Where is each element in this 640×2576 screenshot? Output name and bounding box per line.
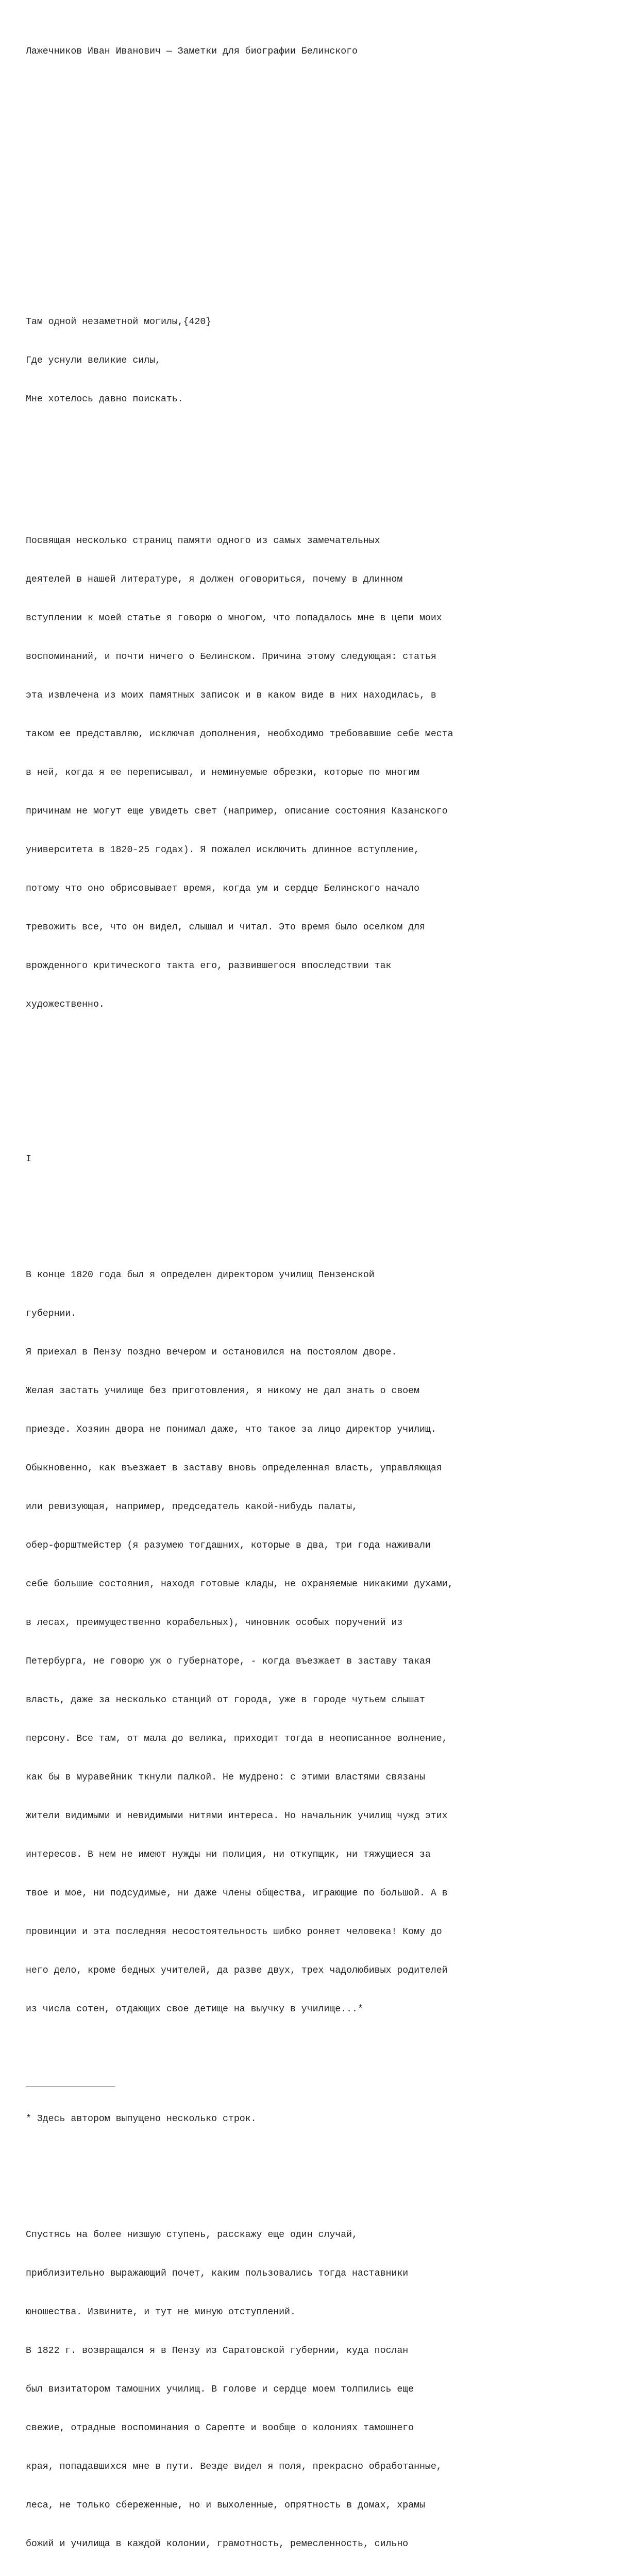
text-line: университета в 1820-25 годах). Я пожалел исключить длинное вступление, xyxy=(26,845,419,855)
text-line: врожденного критического такта его, развившегося впоследствии так xyxy=(26,961,392,971)
text-line: свежие, отрадные воспоминания о Сарепте и вообще о колониях тамошнего xyxy=(26,2423,414,2433)
text-line: В конце 1820 года был я определен директором училищ Пензенской xyxy=(26,1270,375,1280)
text-line: Спустясь на более низшую ступень, расскажу еще один случай, xyxy=(26,2230,358,2240)
text-line: из числа сотен, отдающих свое детище на выучку в училище...* xyxy=(26,2004,363,2014)
intro-paragraph xyxy=(26,509,624,1037)
blank-line xyxy=(26,1192,624,1205)
text-line: вступлении к моей статье я говорю о многом, что попадалось мне в цепи моих xyxy=(26,613,442,623)
section-2-paragraph xyxy=(26,2203,624,2576)
text-line: причинам не могут еще увидеть свет (например, описание состояния Казанского xyxy=(26,806,448,817)
text-line: художественно. xyxy=(26,999,105,1010)
text-line: провинции и эта последняя несостоятельность шибко роняет человека! Кому до xyxy=(26,1927,442,1937)
text-line: твое и мое, ни подсудимые, ни даже члены общества, играющие по большой. А в xyxy=(26,1888,448,1899)
text-line: приезде. Хозяин двора не понимал даже, что такое за лицо директор училищ. xyxy=(26,1425,436,1435)
text-line: воспоминаний, и почти ничего о Белинском. Причина этому следующая: статья xyxy=(26,652,436,662)
text-line: божий и училища в каждой колонии, грамотность, ремесленность, сильно xyxy=(26,2539,409,2549)
text-line: себе большие состояния, находя готовые клады, не охраняемые никакими духами, xyxy=(26,1579,453,1589)
text-line: в ней, когда я ее переписывал, и неминуемые обрезки, которые по многим xyxy=(26,768,419,778)
blank-line xyxy=(26,1101,624,1114)
text-line: Желая застать училище без приготовления, я никому не дал знать о своем xyxy=(26,1386,419,1396)
text-line: эта извлечена из моих памятных записок и в каком виде в них находилась, в xyxy=(26,690,436,701)
text-line: леса, не только сбереженные, но и выхоленные, опрятность в домах, храмы xyxy=(26,2500,425,2511)
text-line: таком ее представляю, исключая дополнения, необходимо требовавшие себе места xyxy=(26,729,453,739)
text-line: юношества. Извините, и тут не миную отступлений. xyxy=(26,2307,296,2317)
blank-line xyxy=(26,123,624,135)
blank-line xyxy=(26,161,624,174)
text-line: был визитатором тамошних училищ. В голове и сердце моем толпились еще xyxy=(26,2384,414,2395)
text-line: жители видимыми и невидимыми нитями интереса. Но начальник училищ чужд этих xyxy=(26,1811,448,1821)
text-line: потому что оно обрисовывает время, когда ум и сердце Белинского начало xyxy=(26,884,419,894)
text-line: как бы в муравейник ткнули палкой. Не мудрено: с этими властями связаны xyxy=(26,1772,425,1783)
blank-line xyxy=(26,1063,624,1076)
text-line: Посвящая несколько страниц памяти одного из самых замечательных xyxy=(26,536,380,546)
text-line: приблизительно выражающий почет, каким пользовались тогда наставники xyxy=(26,2268,409,2279)
blank-line xyxy=(26,84,624,97)
blank-line xyxy=(26,2151,624,2164)
document-title: Лажечников Иван Иванович — Заметки для биографии Белинского xyxy=(26,46,358,57)
footnote: * Здесь автором выпущено несколько строк. xyxy=(26,2114,257,2124)
document-page xyxy=(26,20,624,2576)
text-line: интересов. В нем не имеют нужды ни полиция, ни откупщик, ни тяжущиеся за xyxy=(26,1850,431,1860)
epigraph xyxy=(26,290,624,432)
blank-line xyxy=(26,239,624,251)
text-line: Петербурга, не говорю уж о губернаторе, - когда въезжает в заставу такая xyxy=(26,1656,431,1667)
text-line: деятелей в нашей литературе, я должен оговориться, почему в длинном xyxy=(26,574,403,585)
text-line: него дело, кроме бедных учителей, да разве двух, трех чадолюбивых родителей xyxy=(26,1965,448,1976)
text-line: Обыкновенно, как въезжает в заставу вновь определенная власть, управляющая xyxy=(26,1463,442,1473)
text-line: тревожить все, что он видел, слышал и читал. Это время было оселком для xyxy=(26,922,425,933)
section-1-paragraph xyxy=(26,1243,624,2042)
text-line: персону. Все там, от мала до велика, приходит тогда в неописанное волнение, xyxy=(26,1734,448,1744)
text-line: В 1822 г. возвращался я в Пензу из Саратовской губернии, куда послан xyxy=(26,2346,409,2356)
section-heading: I xyxy=(26,1154,31,1164)
epigraph-line: Мне хотелось давно поискать. xyxy=(26,394,183,404)
text-line: власть, даже за несколько станций от города, уже в городе чутьем слышат xyxy=(26,1695,425,1705)
text-line: в лесах, преимущественно корабельных), чиновник особых поручений из xyxy=(26,1618,403,1628)
epigraph-line: Где уснули великие силы, xyxy=(26,355,161,366)
text-line: Я приехал в Пензу поздно вечером и остановился на постоялом дворе. xyxy=(26,1347,397,1358)
text-line: края, попадавшихся мне в пути. Везде видел я поля, прекрасно обработанные, xyxy=(26,2462,442,2472)
text-line: губернии. xyxy=(26,1309,77,1319)
blank-line xyxy=(26,457,624,470)
blank-line xyxy=(26,200,624,213)
text-line: обер-форштмейстер (я разумею тогдашних, которые в два, три года наживали xyxy=(26,1540,431,1551)
text-line: или ревизующая, например, председатель какой-нибудь палаты, xyxy=(26,1502,358,1512)
epigraph-line: Там одной незаметной могилы,{420} xyxy=(26,317,212,327)
